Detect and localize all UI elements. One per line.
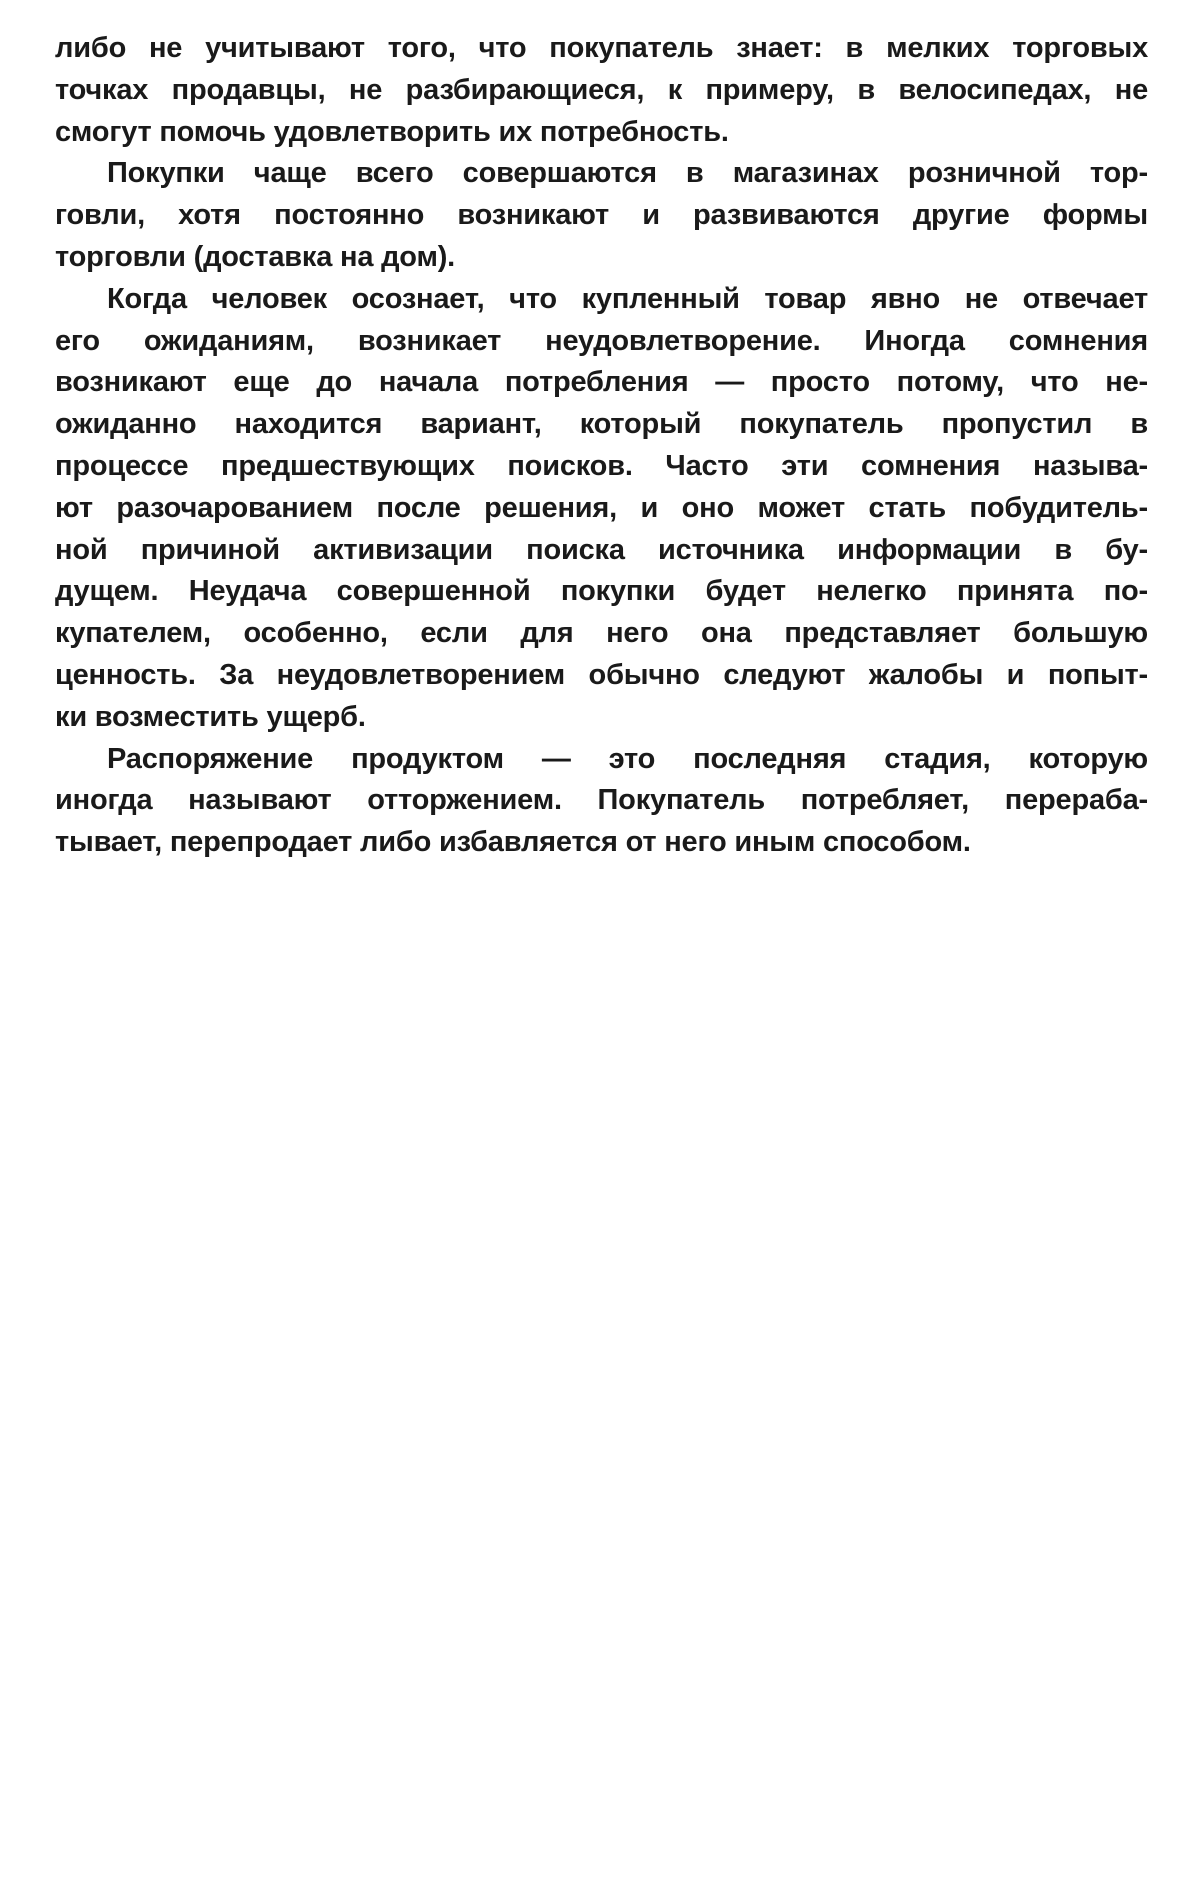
text-line: торговли (доставка на дом). [55,240,456,273]
text-line: иногда называют отторжением. Покупатель потребляет, перераба- [55,784,1148,817]
paragraph-4 [55,739,1148,864]
text-line: точках продавцы, не разбирающиеся, к примеру, в велосипедах, не [55,73,1148,106]
text-line: говли, хотя постоянно возникают и развиваются другие формы [55,199,1148,232]
paragraph-1 [55,28,1148,153]
text-line: Когда человек осознает, что купленный товар явно не отвечает [107,282,1148,315]
paragraph-3 [55,279,1148,739]
text-line: его ожиданиям, возникает неудовлетворение. Иногда сомнения [55,324,1148,357]
text-line: Покупки чаще всего совершаются в магазинах розничной тор- [107,157,1148,190]
text-line: дущем. Неудача совершенной покупки будет нелегко принята по- [55,575,1148,608]
text-line: ки возместить ущерб. [55,700,366,733]
text-line: смогут помочь удовлетворить их потребность. [55,115,729,148]
text-line: возникают еще до начала потребления — просто потому, что не- [55,366,1148,399]
text-line: Распоряжение продуктом — это последняя стадия, которую [107,742,1148,775]
text-line: ной причиной активизации поиска источника информации в бу- [55,533,1148,566]
text-line: тывает, перепродает либо избавляется от него иным способом. [55,826,971,859]
paragraph-2 [55,153,1148,278]
text-line: купателем, особенно, если для него она представляет большую [55,617,1148,650]
text-line: ют разочарованием после решения, и оно может стать побудитель- [55,491,1148,524]
text-line: ожиданно находится вариант, который покупатель пропустил в [55,408,1148,441]
text-line: либо не учитывают того, что покупатель знает: в мелких торговых [55,32,1148,64]
page-body [55,28,1148,864]
text-line: процессе предшествующих поисков. Часто эти сомнения называ- [55,449,1148,482]
text-line: ценность. За неудовлетворением обычно следуют жалобы и попыт- [55,658,1148,691]
